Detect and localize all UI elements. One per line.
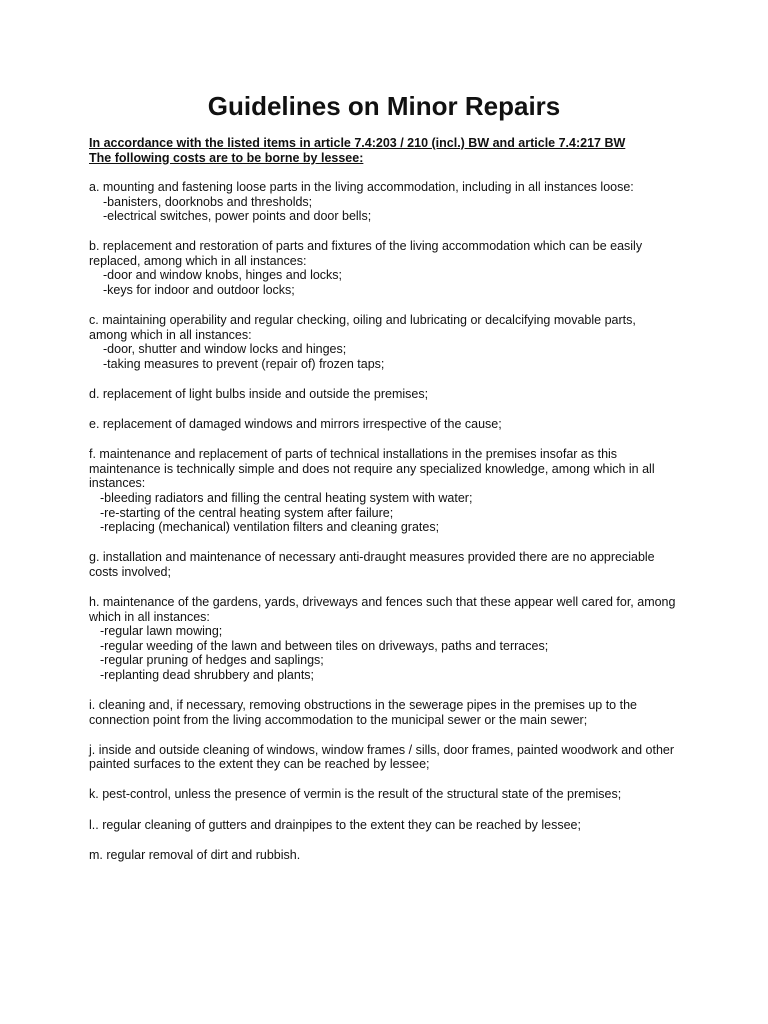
list-item bbox=[89, 787, 709, 802]
sub-item: -regular pruning of hedges and saplings; bbox=[100, 653, 324, 668]
list-item bbox=[89, 818, 709, 833]
intro-line: In accordance with the listed items in article 7.4:203 / 210 (incl.) BW and article 7.4:217 BW bbox=[89, 136, 626, 150]
sub-item: -replanting dead shrubbery and plants; bbox=[100, 667, 315, 682]
item-text-line: maintenance is technically simple and does not require any specialized knowledge, among which in all bbox=[89, 461, 655, 476]
item-text-line: instances: bbox=[89, 476, 146, 491]
item-text-line: k. pest-control, unless the presence of vermin is the result of the structural state of the premises; bbox=[89, 787, 622, 802]
list-item bbox=[89, 550, 709, 579]
item-text-line: j. inside and outside cleaning of windows, window frames / sills, door frames, painted woodwork and other bbox=[89, 742, 675, 757]
sub-item: -keys for indoor and outdoor locks; bbox=[103, 283, 295, 298]
item-text-line: which in all instances: bbox=[89, 609, 210, 624]
item-text-line: among which in all instances: bbox=[89, 327, 252, 342]
list-item bbox=[89, 239, 709, 297]
list-item bbox=[89, 698, 709, 727]
sub-item: -banisters, doorknobs and thresholds; bbox=[103, 194, 313, 209]
item-text-line: a. mounting and fastening loose parts in the living accommodation, including in all instances loose: bbox=[89, 180, 634, 194]
list-item bbox=[89, 417, 709, 432]
item-text-line: f. maintenance and replacement of parts of technical installations in the premises insofar as this bbox=[89, 447, 618, 462]
item-text-line: b. replacement and restoration of parts and fixtures of the living accommodation which can be easily bbox=[89, 239, 643, 254]
item-text-line: d. replacement of light bulbs inside and outside the premises; bbox=[89, 387, 429, 402]
sub-item: -replacing (mechanical) ventilation filters and cleaning grates; bbox=[100, 520, 440, 535]
item-text-line: i. cleaning and, if necessary, removing obstructions in the sewerage pipes in the premises up to the bbox=[89, 698, 637, 713]
sub-item: -re-starting of the central heating system after failure; bbox=[100, 505, 394, 520]
list-item bbox=[89, 743, 709, 772]
sub-item: -door, shutter and window locks and hinges; bbox=[103, 342, 347, 357]
intro-line: The following costs are to be borne by lessee: bbox=[89, 150, 364, 165]
sub-item: -taking measures to prevent (repair of) frozen taps; bbox=[103, 356, 385, 371]
item-text-line: replaced, among which in all instances: bbox=[89, 253, 307, 268]
item-text-line: costs involved; bbox=[89, 564, 171, 579]
intro-heading bbox=[89, 136, 625, 165]
item-text-line: h. maintenance of the gardens, yards, driveways and fences such that these appear well cared for, among bbox=[89, 594, 676, 609]
repair-items-list bbox=[89, 180, 709, 878]
item-text-line: connection point from the living accommodation to the municipal sewer or the main sewer; bbox=[89, 712, 588, 727]
sub-item: -electrical switches, power points and door bells; bbox=[103, 209, 372, 224]
sub-item: -door and window knobs, hinges and locks; bbox=[103, 268, 343, 283]
list-item bbox=[89, 313, 709, 371]
list-item bbox=[89, 180, 709, 224]
sub-item: -regular lawn mowing; bbox=[100, 624, 223, 639]
page-title: Guidelines on Minor Repairs bbox=[207, 91, 561, 121]
sub-item: -regular weeding of the lawn and between tiles on driveways, paths and terraces; bbox=[100, 638, 549, 653]
sub-item: -bleeding radiators and filling the central heating system with water; bbox=[100, 491, 473, 505]
item-text-line: g. installation and maintenance of necessary anti-draught measures provided there are no appreciable bbox=[89, 550, 655, 565]
list-item bbox=[89, 387, 709, 402]
item-text-line: l.. regular cleaning of gutters and drainpipes to the extent they can be reached by lessee; bbox=[89, 817, 581, 832]
item-text-line: m. regular removal of dirt and rubbish. bbox=[89, 847, 301, 862]
list-item bbox=[89, 447, 709, 535]
list-item bbox=[89, 848, 709, 863]
item-text-line: c. maintaining operability and regular checking, oiling and lubricating or decalcifying movable parts, bbox=[89, 313, 636, 328]
list-item bbox=[89, 595, 709, 683]
item-text-line: painted surfaces to the extent they can be reached by lessee; bbox=[89, 757, 430, 772]
item-text-line: e. replacement of damaged windows and mirrors irrespective of the cause; bbox=[89, 417, 502, 432]
